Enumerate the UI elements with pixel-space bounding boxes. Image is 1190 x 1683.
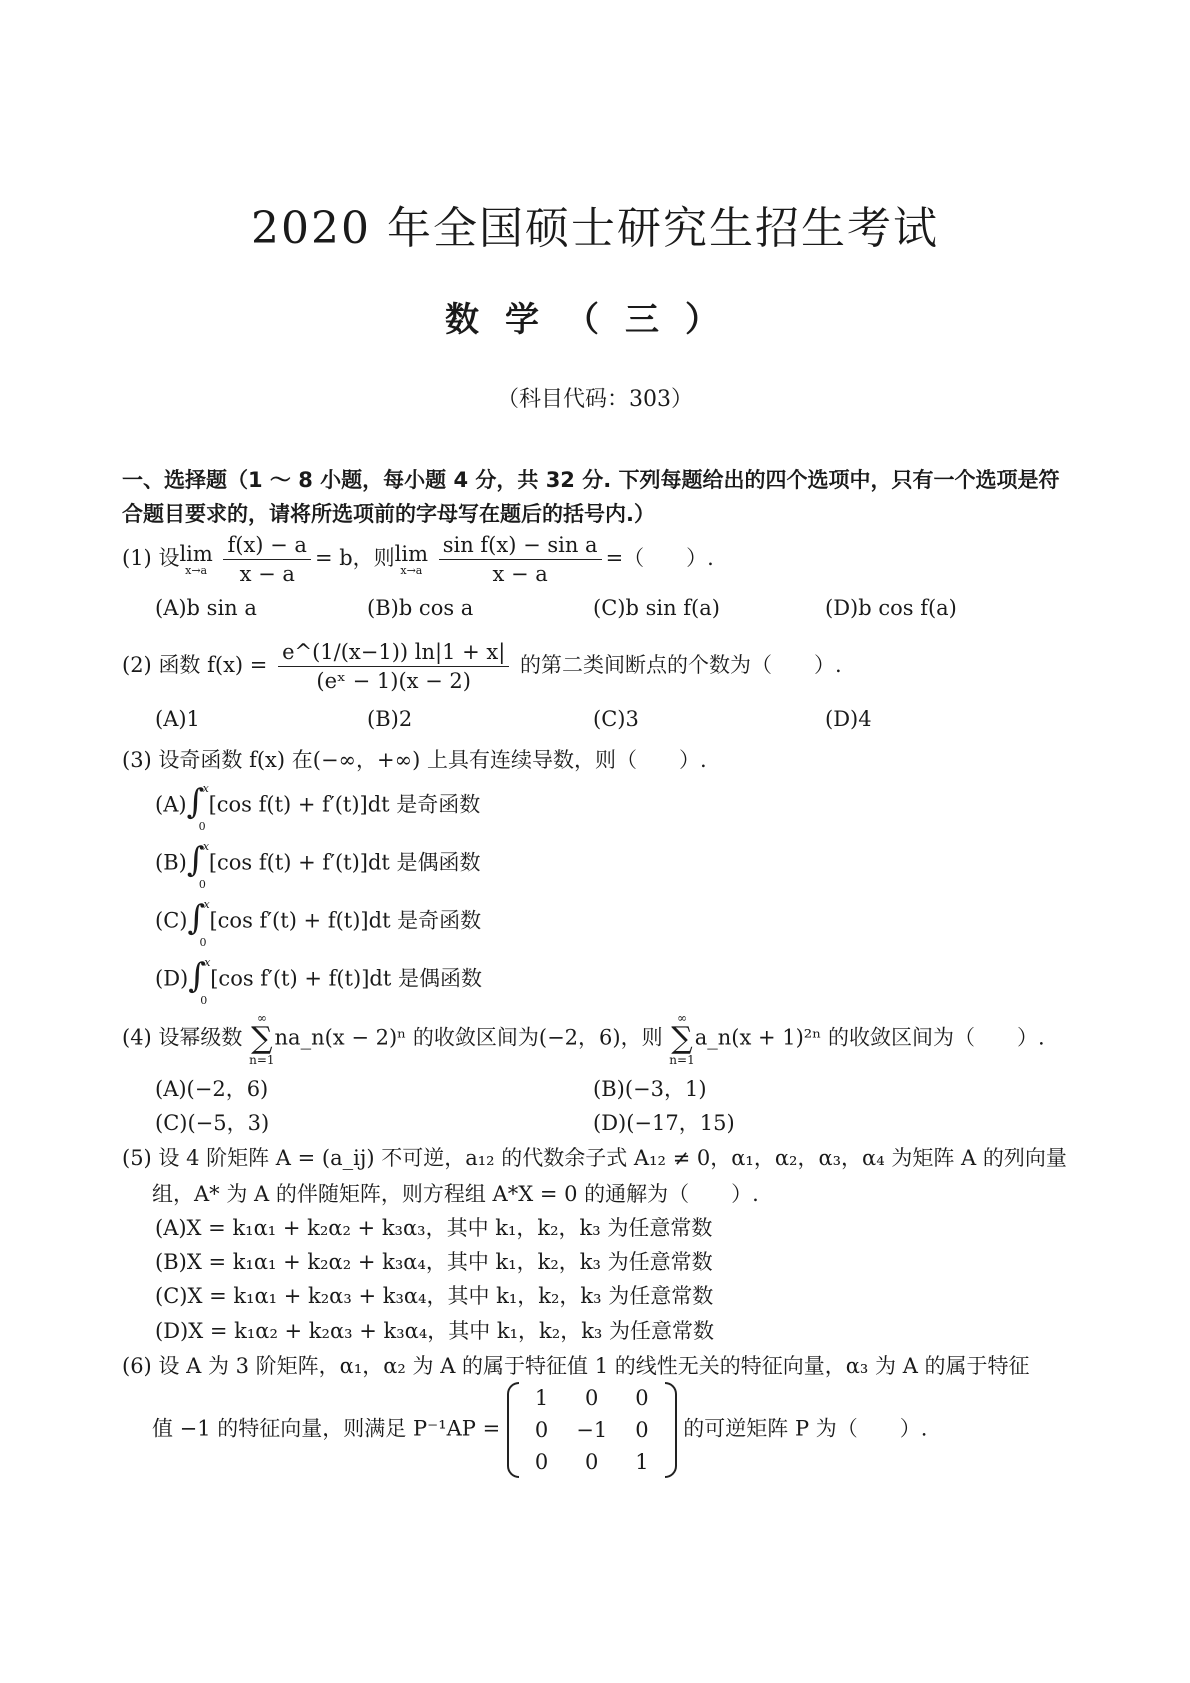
q2-number: (2) — [122, 653, 152, 677]
q2-option-c[interactable]: (C)3 — [593, 707, 639, 731]
q1-end: =（ ）. — [605, 546, 714, 570]
question-6-line2 — [152, 1382, 927, 1478]
sum-icon: ∞ ∑ n=1 — [669, 1011, 695, 1067]
q1-fraction-1: $\frac{f(x) - a}{x - a}$ — [223, 533, 310, 586]
q4-term-2: a_n(x + 1)²ⁿ 的收敛区间为（ ）. — [694, 1025, 1045, 1050]
q2-end: 的第二类间断点的个数为（ ）. — [520, 653, 842, 677]
q4-option-d[interactable]: (D)(−17，15) — [593, 1111, 735, 1135]
q1-option-a[interactable]: (A)b sin a — [155, 596, 257, 620]
question-2 — [122, 640, 842, 693]
q1-number: (1) — [122, 546, 152, 570]
q4-term-1: na_n(x − 2)ⁿ 的收敛区间为(−2，6)，则 — [274, 1025, 663, 1050]
integral-icon: ∫ x 0 — [186, 840, 210, 891]
q1-lim-1: lim x→a — [179, 541, 213, 577]
q1-lim-2: lim x→a — [394, 541, 429, 577]
q3-option-a[interactable]: (A) ∫ x 0 [cos f(t) + f′(t)]dt 是奇函数 — [155, 782, 481, 833]
q5-option-b[interactable]: (B)X = k₁α₁ + k₂α₂ + k₃α₄，其中 k₁，k₂，k₃ 为任意常数 — [155, 1250, 713, 1274]
q1-eq-b: = b，则 — [314, 546, 395, 570]
integral-icon: ∫ x 0 — [186, 782, 209, 833]
sum-icon: ∞ ∑ n=1 — [249, 1011, 275, 1067]
q1-option-c[interactable]: (C)b sin f(a) — [593, 596, 720, 620]
q2-prefix: 函数 f(x) = — [158, 653, 268, 677]
q2-fraction: $\frac{e\^{}(1/(x-1)) \ln|1 + x|}{\text{(eˣ − 1)(x − 2)}}$ — [278, 640, 509, 693]
section-instructions-line2: 合题目要求的，请将所选项前的字母写在题后的括号内.） — [122, 502, 655, 526]
section-instructions-line1: 一、选择题（1 ～ 8 小题，每小题 4 分，共 32 分. 下列每题给出的四个选项中，只有一个选项是符 — [122, 468, 1060, 492]
q3-option-c[interactable]: (C) ∫ x 0 [cos f′(t) + f(t)]dt 是奇函数 — [155, 898, 482, 949]
q4-option-a[interactable]: (A)(−2，6) — [155, 1077, 269, 1101]
question-5-line2: 组，A* 为 A 的伴随矩阵，则方程组 A*X = 0 的通解为（ ）. — [152, 1182, 759, 1206]
q6-post: 的可逆矩阵 P 为（ ）. — [683, 1416, 928, 1441]
question-3: (3) 设奇函数 f(x) 在(−∞，+∞) 上具有连续导数，则（ ）. — [122, 748, 707, 772]
q5-option-a[interactable]: (A)X = k₁α₁ + k₂α₂ + k₃α₃，其中 k₁，k₂，k₃ 为任意常数 — [155, 1216, 713, 1240]
q1-option-b[interactable]: (B)b cos a — [367, 596, 474, 620]
q5-option-c[interactable]: (C)X = k₁α₁ + k₂α₃ + k₃α₄，其中 k₁，k₂，k₃ 为任意常数 — [155, 1284, 714, 1308]
q4-option-c[interactable]: (C)(−5，3) — [155, 1111, 270, 1135]
q4-option-b[interactable]: (B)(−3，1) — [593, 1077, 707, 1101]
q3-option-d[interactable]: (D) ∫ x 0 [cos f′(t) + f(t)]dt 是偶函数 — [155, 956, 482, 1007]
subject-code: （科目代码：303） — [497, 387, 693, 412]
diagonal-matrix: 1 0 0 0 −1 0 0 0 1 — [507, 1382, 677, 1478]
q1-prefix: 设 — [158, 546, 180, 570]
question-6-line1: (6) 设 A 为 3 阶矩阵，α₁，α₂ 为 A 的属于特征值 1 的线性无关的特征向量，α₃ 为 A 的属于特征 — [122, 1354, 1030, 1378]
q2-option-a[interactable]: (A)1 — [155, 707, 200, 731]
q6-pre: 值 −1 的特征向量，则满足 P⁻¹AP = — [152, 1416, 501, 1441]
question-1 — [122, 533, 714, 586]
question-5-line1: (5) 设 4 阶矩阵 A = (a_ij) 不可逆，a₁₂ 的代数余子式 A₁₂ ≠ 0，α₁，α₂，α₃，α₄ 为矩阵 A 的列向量 — [122, 1146, 1067, 1170]
q1-fraction-2: $\frac{\text{sin f(x) − sin a}}{x - a}$ — [439, 533, 602, 586]
q3-option-b[interactable]: (B) ∫ x 0 [cos f(t) + f′(t)]dt 是偶函数 — [155, 840, 481, 891]
integral-icon: ∫ x 0 — [188, 956, 211, 1007]
q4-prefix: (4) 设幂级数 — [122, 1025, 243, 1050]
q5-option-d[interactable]: (D)X = k₁α₂ + k₂α₃ + k₃α₄，其中 k₁，k₂，k₃ 为任意常数 — [155, 1319, 715, 1343]
question-4 — [122, 1012, 1045, 1066]
q2-option-d[interactable]: (D)4 — [825, 707, 872, 731]
exam-title: 2020 年全国硕士研究生招生考试 — [251, 203, 939, 254]
q2-option-b[interactable]: (B)2 — [367, 707, 413, 731]
exam-subject: 数学（三） — [445, 300, 745, 340]
integral-icon: ∫ x 0 — [187, 898, 210, 949]
q1-option-d[interactable]: (D)b cos f(a) — [825, 596, 957, 620]
